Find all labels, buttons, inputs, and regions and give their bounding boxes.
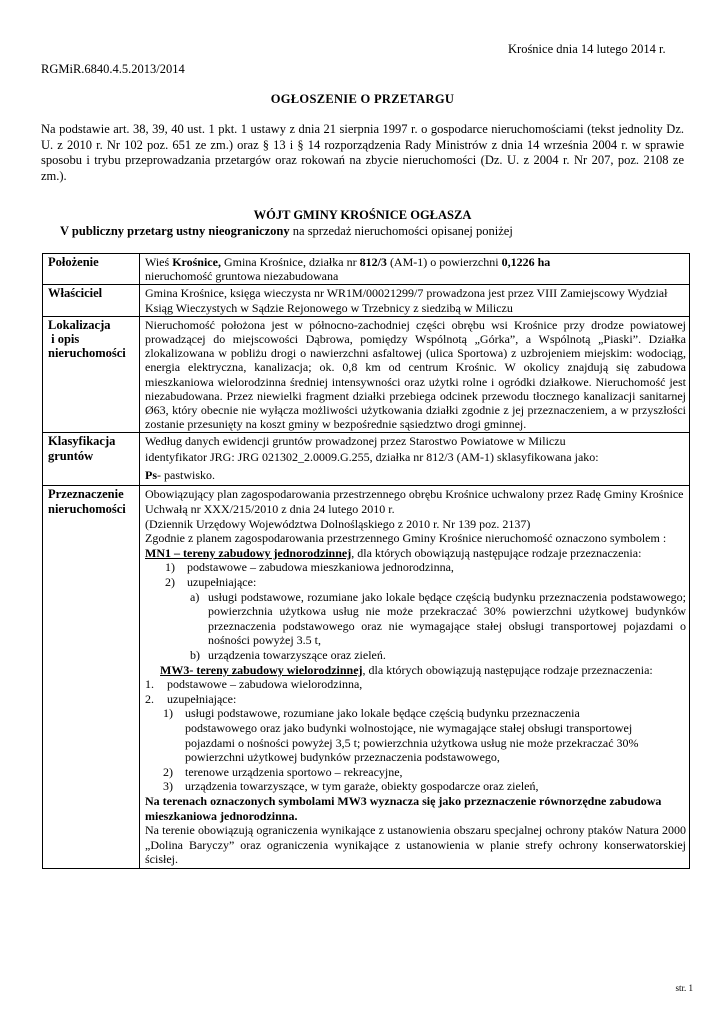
list-number: a) [190,589,200,604]
parcel-area: 0,1226 ha [501,255,551,269]
tender-subtitle [60,224,513,239]
text-fragment: Gmina Krośnice, działka nr [220,255,360,269]
mn1-accessory: urządzenia towarzyszące oraz zieleń. [208,647,386,662]
text-fragment: Wieś [145,255,173,269]
value-klasyfikacja [140,433,690,486]
list-number: 1) [163,706,173,721]
label-line: Lokalizacja [48,317,111,332]
land-class-name: - pastwisko. [157,468,215,483]
mw3-intro: , dla których obowiązują następujące rodzaje przeznaczenia: [362,662,653,677]
document-date: Krośnice dnia 14 lutego 2014 r. [508,42,666,56]
value-polozenie [140,254,690,285]
label-klasyfikacja [43,433,140,486]
list-number: 2) [163,764,173,779]
natura-2000-restrictions: Na terenie obowiązują ograniczenia wynikające z ustanowienia obszaru specjalnej ochrony ptaków Natura 2000 „Dolina Baryczy” oraz ograniczenia wynikające z ustanowienia w planie strefy ochrony konserwatorskiej ścisłej. [145,823,686,867]
list-number: 2. [145,691,154,706]
label-line: Klasyfikacja [48,434,116,449]
list-number: 2) [165,575,175,589]
equivalent-use-note: Na terenach oznaczonych symbolami MW3 wyznacza się jako przeznaczenie równorzędne zabudowa mieszkaniowa jednorodzinna. [145,793,662,823]
document-title: OGŁOSZENIE O PRZETARGU [270,92,455,106]
mn1-heading: MN1 – tereny zabudowy jednorodzinnej [145,545,352,560]
mn1-supplementary: uzupełniające: [187,575,257,589]
row-wlasciciel [43,285,690,316]
label-line: gruntów [48,448,94,463]
value-przeznaczenie [140,486,690,868]
mw3-services: usługi podstawowe, rozumiane jako lokale będące częścią budynku przeznaczenia podstawowego oraz jako budynki wolnostojące, nie wymagające stałej obsługi transportowej pojazdami o nośności powyżej 3,5 t; powierzchnia użytkowa usług nie może przekraczać 30% powierzchni użytkowej budynków przeznaczenia podstawowego, [185,706,639,765]
label-przeznaczenie [43,486,140,868]
label-line: nieruchomości [48,346,126,361]
parcel-number: 812/3 [359,255,387,269]
mn1-primary: podstawowe – zabudowa mieszkaniowa jednorodzinna, [187,560,454,575]
mw3-heading: MW3- tereny zabudowy wielorodzinnej [160,662,363,677]
list-number: 1) [165,560,175,575]
list-number: 3) [163,779,173,794]
announcer-heading: WÓJT GMINY KROŚNICE OGŁASZA [253,208,472,222]
mn1-intro: , dla których obowiązują następujące rodzaje przeznaczenia: [351,545,642,560]
label-line: Przeznaczenie [48,487,124,502]
label-wlasciciel: Właściciel [43,285,140,316]
property-type: nieruchomość gruntowa niezabudowana [145,269,339,284]
row-lokalizacja [43,316,690,433]
village-name: Krośnice, [172,255,221,269]
row-polozenie [43,254,690,285]
value-wlasciciel: Gmina Krośnice, księga wieczysta nr WR1M/00021299/7 prowadzona jest przez VIII Zamiejscowy Wydział Ksiąg Wieczystych w Sądzie Rejonowego w Trzebnicy z siedzibą w Miliczu [140,285,690,316]
plan-reference: Obowiązujący plan zagospodarowania przestrzennego obrębu Krośnice uchwalony przez Radę Gminy Krośnice Uchwałą nr XXX/215/2010 z dnia 24 lutego 2010 r. [145,487,684,517]
label-lokalizacja [43,316,140,433]
property-table [42,253,690,869]
row-klasyfikacja [43,433,690,486]
classification-identifier: identyfikator JRG: JRG 021302_2.0009.G.255, działka nr 812/3 (AM-1) sklasyfikowana jako: [145,450,599,465]
mw3-accessory: urządzenia towarzyszące, w tym garaże, obiekty gospodarcze oraz zieleń, [185,779,539,794]
list-number: 1. [145,677,154,692]
tender-subject: na sprzedaż nieruchomości opisanej poniżej [289,224,513,238]
label-line: i opis [48,332,80,347]
text-fragment: (AM-1) o powierzchni [386,255,502,269]
mw3-primary: podstawowe – zabudowa wielorodzinna, [167,677,363,692]
classification-source: Według danych ewidencji gruntów prowadzonej przez Starostwo Powiatowe w Miliczu [145,434,566,449]
label-line: nieruchomości [48,501,126,516]
mw3-supplementary: uzupełniające: [167,691,237,706]
row-przeznaczenie [43,486,690,868]
land-class-code: Ps [145,468,157,483]
page-number: str. 1 [675,983,693,993]
list-number: b) [190,647,200,662]
reference-number: RGMiR.6840.4.5.2013/2014 [41,62,185,76]
legal-basis-paragraph: Na podstawie art. 38, 39, 40 ust. 1 pkt. 1 ustawy z dnia 21 sierpnia 1997 r. o gospodarce nieruchomościami (tekst jednolity Dz. U. z 2010 r. Nr 102 poz. 651 ze zm.) oraz § 13 i § 14 rozporządzenia Rady Ministrów z dnia 14 września 2004 r. w sprawie sposobu i trybu przeprowadzania przetargów oraz rokowań na zbycie nieruchomości (Dz. U. z 2004 r. Nr 207, poz. 2108 ze zm.). [41,122,684,183]
tender-type: V publiczny przetarg ustny nieograniczony [60,224,290,238]
mw3-sports: terenowe urządzenia sportowo – rekreacyjne, [185,764,403,779]
journal-reference: (Dziennik Urzędowy Województwa Dolnośląskiego z 2010 r. Nr 139 poz. 2137) [145,516,531,531]
label-polozenie: Położenie [43,254,140,285]
value-lokalizacja: Nieruchomość położona jest w północno-zachodniej części obrębu wsi Krośnice przy drodze powiatowej prowadzącej do miejscowości Dąbrowa, pomiędzy Wspólnotą „Górka”, a Wspólnotą „Piaski”. Działka zlokalizowana w pobliżu drogi o nawierzchni asfaltowej (ulica Sportowa) z uzbrojeniem miejskim: wodociąg, energia elektryczna, kanalizacja; ok. 0,8 km od centrum Krośnic. W okolicy znajdują się zabudowa mieszkaniowa wielorodzinna średniej intensywności oraz użytki rolne i ogródki działkowe. Nieruchomość jest niezabudowana. Przez niewielki fragment działki przebiega odcinek przewodu tłocznego kanalizacji sanitarnej Ø63, który obecnie nie wyłącza możliwości użytkowania działki zgodnie z jej przeznaczeniem, a w przyszłości zostanie przesunięty na koszt gminy w bezpośrednie sąsiedztwo drogi gminnej. [140,316,690,433]
plan-symbol-intro: Zgodnie z planem zagospodarowania przestrzennego Gminy Krośnice nieruchomość oznaczono symbolem : [145,531,667,546]
mn1-services: usługi podstawowe, rozumiane jako lokale będące częścią budynku przeznaczenia podstawowego; powierzchnia użytkowa usług nie może przekraczać 30% powierzchni użytkowej budynków przeznaczenia podstawowego oraz nie wymagające stałej obsługi transportowej pojazdami o nośności powyżej 3.5 t, [208,589,686,648]
